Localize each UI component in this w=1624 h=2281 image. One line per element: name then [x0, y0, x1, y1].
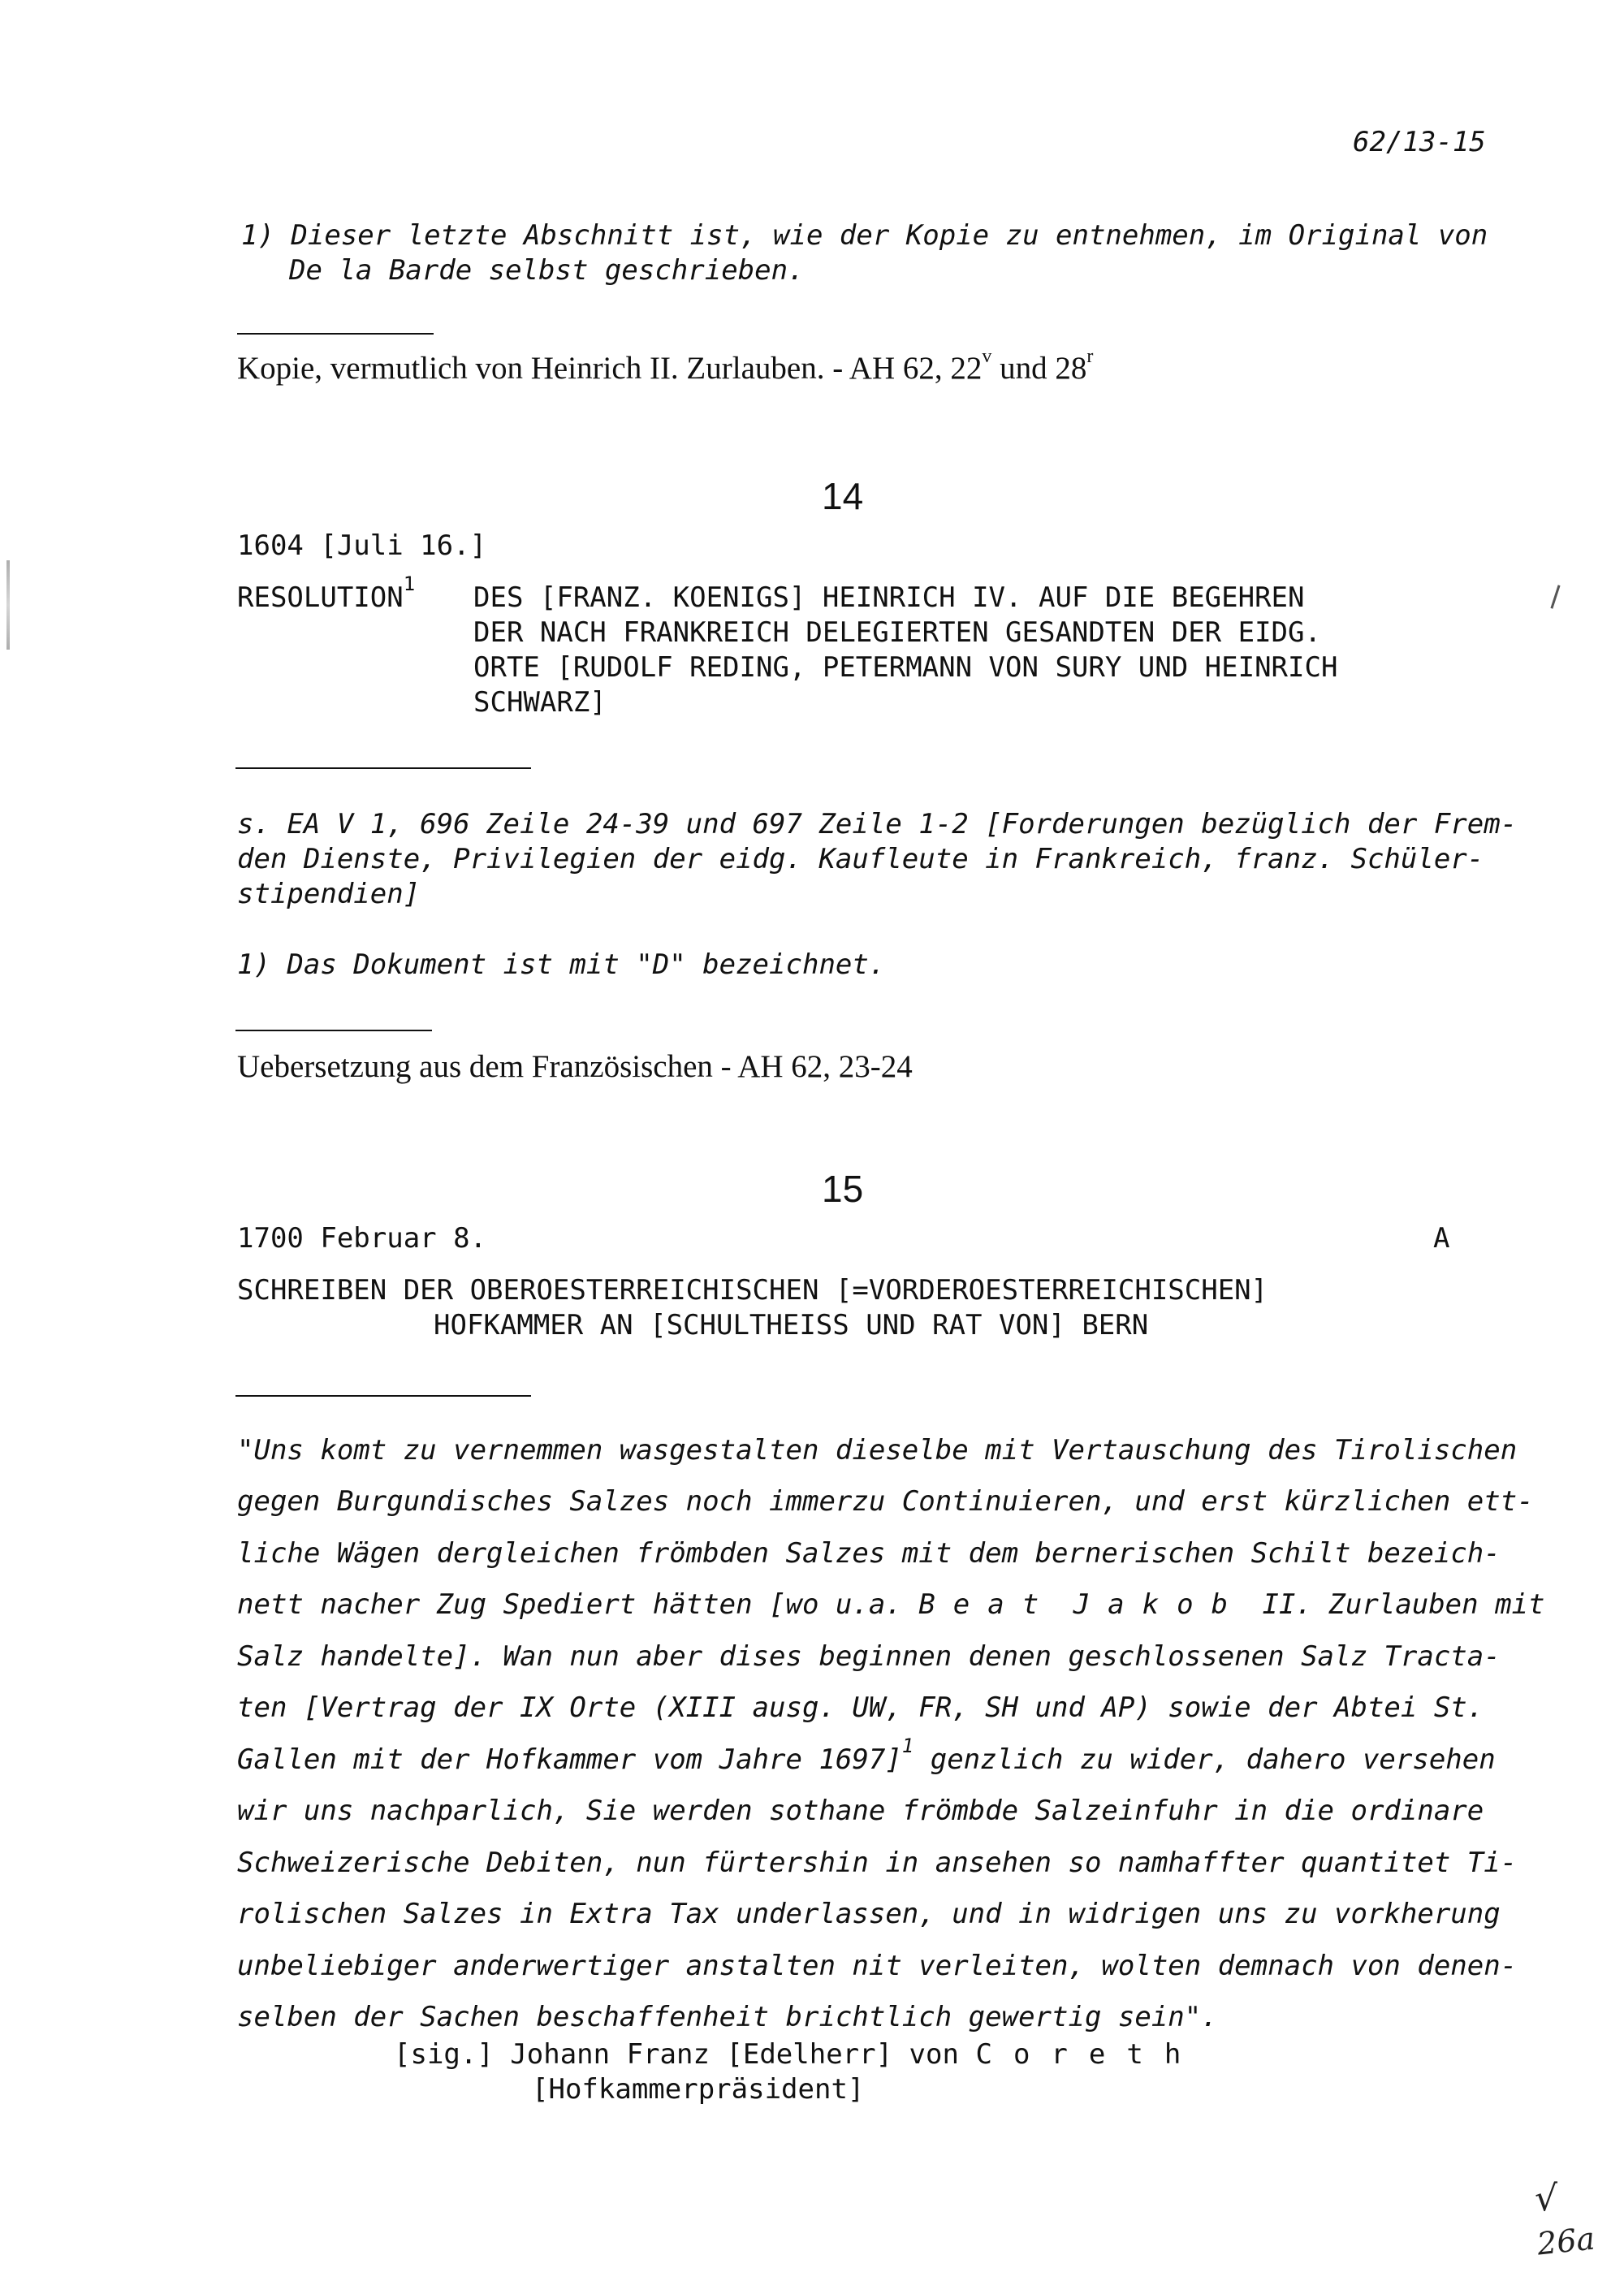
- signature-line2: [Hofkammerpräsident]: [532, 2073, 865, 2106]
- footnote-top-line2: De la Barde selbst geschrieben.: [289, 254, 805, 287]
- margin-mark: [1550, 585, 1560, 608]
- document-title-lead-14: RESOLUTION$^1$: [237, 572, 416, 614]
- document-letter-15: A: [1433, 1222, 1450, 1255]
- letter-body-line11: unbeliebiger anderwertiger anstalten nit verleiten, wolten demnach von denen-: [237, 1950, 1518, 1982]
- signature-name: Coreth: [975, 2038, 1203, 2071]
- signature-line1: [sig.] Johann Franz [Edelherr] von Coreth: [394, 2038, 1203, 2071]
- reference-line2-14: den Dienste, Privilegien der eidg. Kaufleute in Frankreich, franz. Schüler-: [237, 843, 1484, 875]
- document-title-line3-14: ORTE [RUDOLF REDING, PETERMANN VON SURY UND HEINRICH: [473, 651, 1338, 684]
- document-number-15: 15: [822, 1168, 864, 1210]
- footnote-14: 1) Das Dokument ist mit "D" bezeichnet.: [237, 948, 886, 981]
- letter-body-line12: selben der Sachen beschaffenheit brichtlich gewertig sein".: [237, 2001, 1218, 2033]
- document-title-line1-14: DES [FRANZ. KOENIGS] HEINRICH IV. AUF DIE BEGEHREN: [473, 581, 1305, 614]
- document-title-line2-15: HOFKAMMER AN [SCHULTHEISS UND RAT VON] BERN: [434, 1309, 1149, 1341]
- handwritten-folio-number: 26a: [1535, 2220, 1597, 2262]
- letter-body-line5: Salz handelte]. Wan nun aber dises beginnen denen geschlossenen Salz Tracta-: [237, 1640, 1501, 1673]
- document-date-14: 1604 [Juli 16.]: [237, 529, 487, 562]
- footnote-top-line1: 1) Dieser letzte Abschnitt ist, wie der Kopie zu entnehmen, im Original von: [241, 219, 1488, 252]
- binding-edge-mark: [6, 560, 10, 650]
- letter-body-line10: rolischen Salzes in Extra Tax underlassen, und in widrigen uns zu vorkherung: [237, 1898, 1501, 1930]
- document-title-line2-14: DER NACH FRANKREICH DELEGIERTEN GESANDTEN DER EIDG.: [473, 616, 1321, 649]
- letter-body-line1: "Uns komt zu vernemmen wasgestalten dieselbe mit Vertauschung des Tirolischen: [237, 1434, 1518, 1467]
- separator-rule: [237, 333, 434, 335]
- page-reference: 62/13-15: [1353, 126, 1486, 158]
- letter-body-line4: nett nacher Zug Spediert hätten [wo u.a. Beat Jakob II. Zurlauben mit: [237, 1588, 1545, 1621]
- handwritten-check-mark: √: [1535, 2178, 1558, 2219]
- separator-rule: [235, 1395, 531, 1397]
- document-number-14: 14: [822, 475, 864, 517]
- separator-rule: [235, 767, 531, 769]
- document-date-15: 1700 Februar 8.: [237, 1222, 487, 1255]
- document-title-line4-14: SCHWARZ]: [473, 686, 607, 719]
- letter-body-line8: wir uns nachparlich, Sie werden sothane frömbde Salzeinfuhr in die ordinare: [237, 1795, 1484, 1827]
- letter-body-line9: Schweizerische Debiten, nun fürtershin in ansehen so namhaffter quantitet Ti-: [237, 1847, 1518, 1879]
- reference-line3-14: stipendien]: [237, 878, 421, 910]
- letter-body-line3: liche Wägen dergleichen frömbden Salzes mit dem bernerischen Schilt bezeich-: [237, 1537, 1501, 1570]
- separator-rule: [235, 1030, 432, 1031]
- name-beat: Beat: [918, 1588, 1057, 1621]
- letter-body-line6: ten [Vertrag der IX Orte (XIII ausg. UW, FR, SH und AP) sowie der Abtei St.: [237, 1691, 1484, 1724]
- reference-line1-14: s. EA V 1, 696 Zeile 24-39 und 697 Zeile 1-2 [Forderungen bezüglich der Frem-: [237, 808, 1518, 840]
- source-note-14: Uebersetzung aus dem Französischen - AH 62, 23-24: [237, 1049, 913, 1084]
- document-title-line1-15: SCHREIBEN DER OBEROESTERREICHISCHEN [=VORDEROESTERREICHISCHEN]: [237, 1274, 1268, 1307]
- source-note-top: Kopie, vermutlich von Heinrich II. Zurlauben. - AH 62, 22$^v$ und 28$^r$: [237, 346, 1094, 386]
- name-jakob: Jakob: [1073, 1588, 1246, 1621]
- letter-body-line2: gegen Burgundisches Salzes noch immerzu Continuieren, und erst kürzlichen ett-: [237, 1485, 1534, 1518]
- letter-body-line7: Gallen mit der Hofkammer vom Jahre 1697]$^1$ genzlich zu wider, dahero versehen: [237, 1735, 1496, 1776]
